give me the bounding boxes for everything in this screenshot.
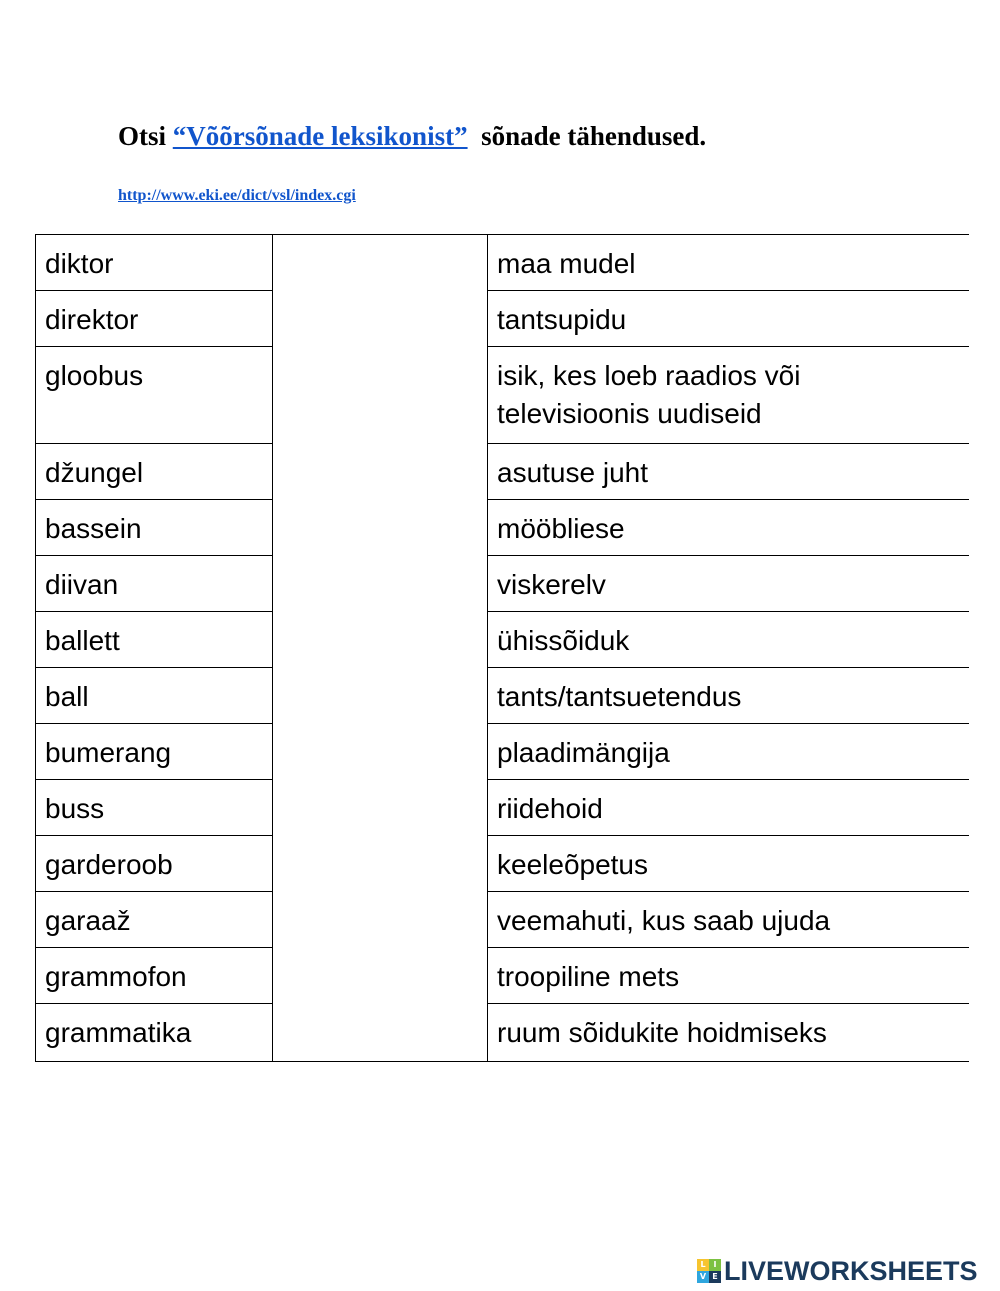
title-prefix: Otsi <box>118 121 173 151</box>
word-cell: buss <box>36 780 273 836</box>
dictionary-url-link[interactable]: http://www.eki.ee/dict/vsl/index.cgi <box>118 187 356 204</box>
meaning-cell: tantsupidu <box>488 291 969 347</box>
table-row <box>36 836 969 892</box>
meaning-cell: ruum sõidukite hoidmiseks <box>488 1004 969 1062</box>
logo-text: LIVEWORKSHEETS <box>724 1256 978 1286</box>
meaning-cell: plaadimängija <box>488 724 969 780</box>
table-row <box>36 780 969 836</box>
word-cell: džungel <box>36 444 273 500</box>
worksheet-title <box>118 118 706 154</box>
word-cell: diivan <box>36 556 273 612</box>
word-cell: garaaž <box>36 892 273 948</box>
meaning-cell: viskerelv <box>488 556 969 612</box>
word-cell: grammofon <box>36 948 273 1004</box>
meaning-cell: keeleõpetus <box>488 836 969 892</box>
meaning-cell: riidehoid <box>488 780 969 836</box>
table-row <box>36 1004 969 1062</box>
word-cell: gloobus <box>36 347 273 444</box>
table-row <box>36 556 969 612</box>
table-row <box>36 235 969 291</box>
meaning-cell: troopiline mets <box>488 948 969 1004</box>
table-row <box>36 444 969 500</box>
logo-blocks-icon <box>697 1259 721 1283</box>
liveworksheets-logo <box>697 1256 978 1286</box>
word-cell: bassein <box>36 500 273 556</box>
lexicon-link[interactable]: “Võõrsõnade leksikonist” <box>172 121 468 151</box>
meaning-cell: mööbliese <box>488 500 969 556</box>
meaning-cell: maa mudel <box>488 235 969 291</box>
matching-area[interactable] <box>273 235 488 1062</box>
logo-block-l: L <box>697 1259 709 1271</box>
meaning-cell: asutuse juht <box>488 444 969 500</box>
table-row <box>36 724 969 780</box>
table-row <box>36 347 969 444</box>
table-row <box>36 948 969 1004</box>
word-matching-table <box>35 234 969 1062</box>
title-suffix: sõnade tähendused. <box>467 121 707 151</box>
table-row <box>36 892 969 948</box>
logo-block-v: V <box>697 1271 709 1283</box>
word-cell: garderoob <box>36 836 273 892</box>
meaning-cell: isik, kes loeb raadios või televisioonis uudiseid <box>488 347 969 444</box>
table-row <box>36 500 969 556</box>
word-cell: ballett <box>36 612 273 668</box>
word-cell: diktor <box>36 235 273 291</box>
logo-block-e: E <box>709 1271 721 1283</box>
word-cell: direktor <box>36 291 273 347</box>
table-row <box>36 668 969 724</box>
word-cell: ball <box>36 668 273 724</box>
word-cell: grammatika <box>36 1004 273 1062</box>
table-row <box>36 291 969 347</box>
word-cell: bumerang <box>36 724 273 780</box>
table-row <box>36 612 969 668</box>
meaning-cell: tants/tantsuetendus <box>488 668 969 724</box>
logo-block-i: I <box>709 1259 721 1271</box>
meaning-cell: ühissõiduk <box>488 612 969 668</box>
meaning-cell: veemahuti, kus saab ujuda <box>488 892 969 948</box>
